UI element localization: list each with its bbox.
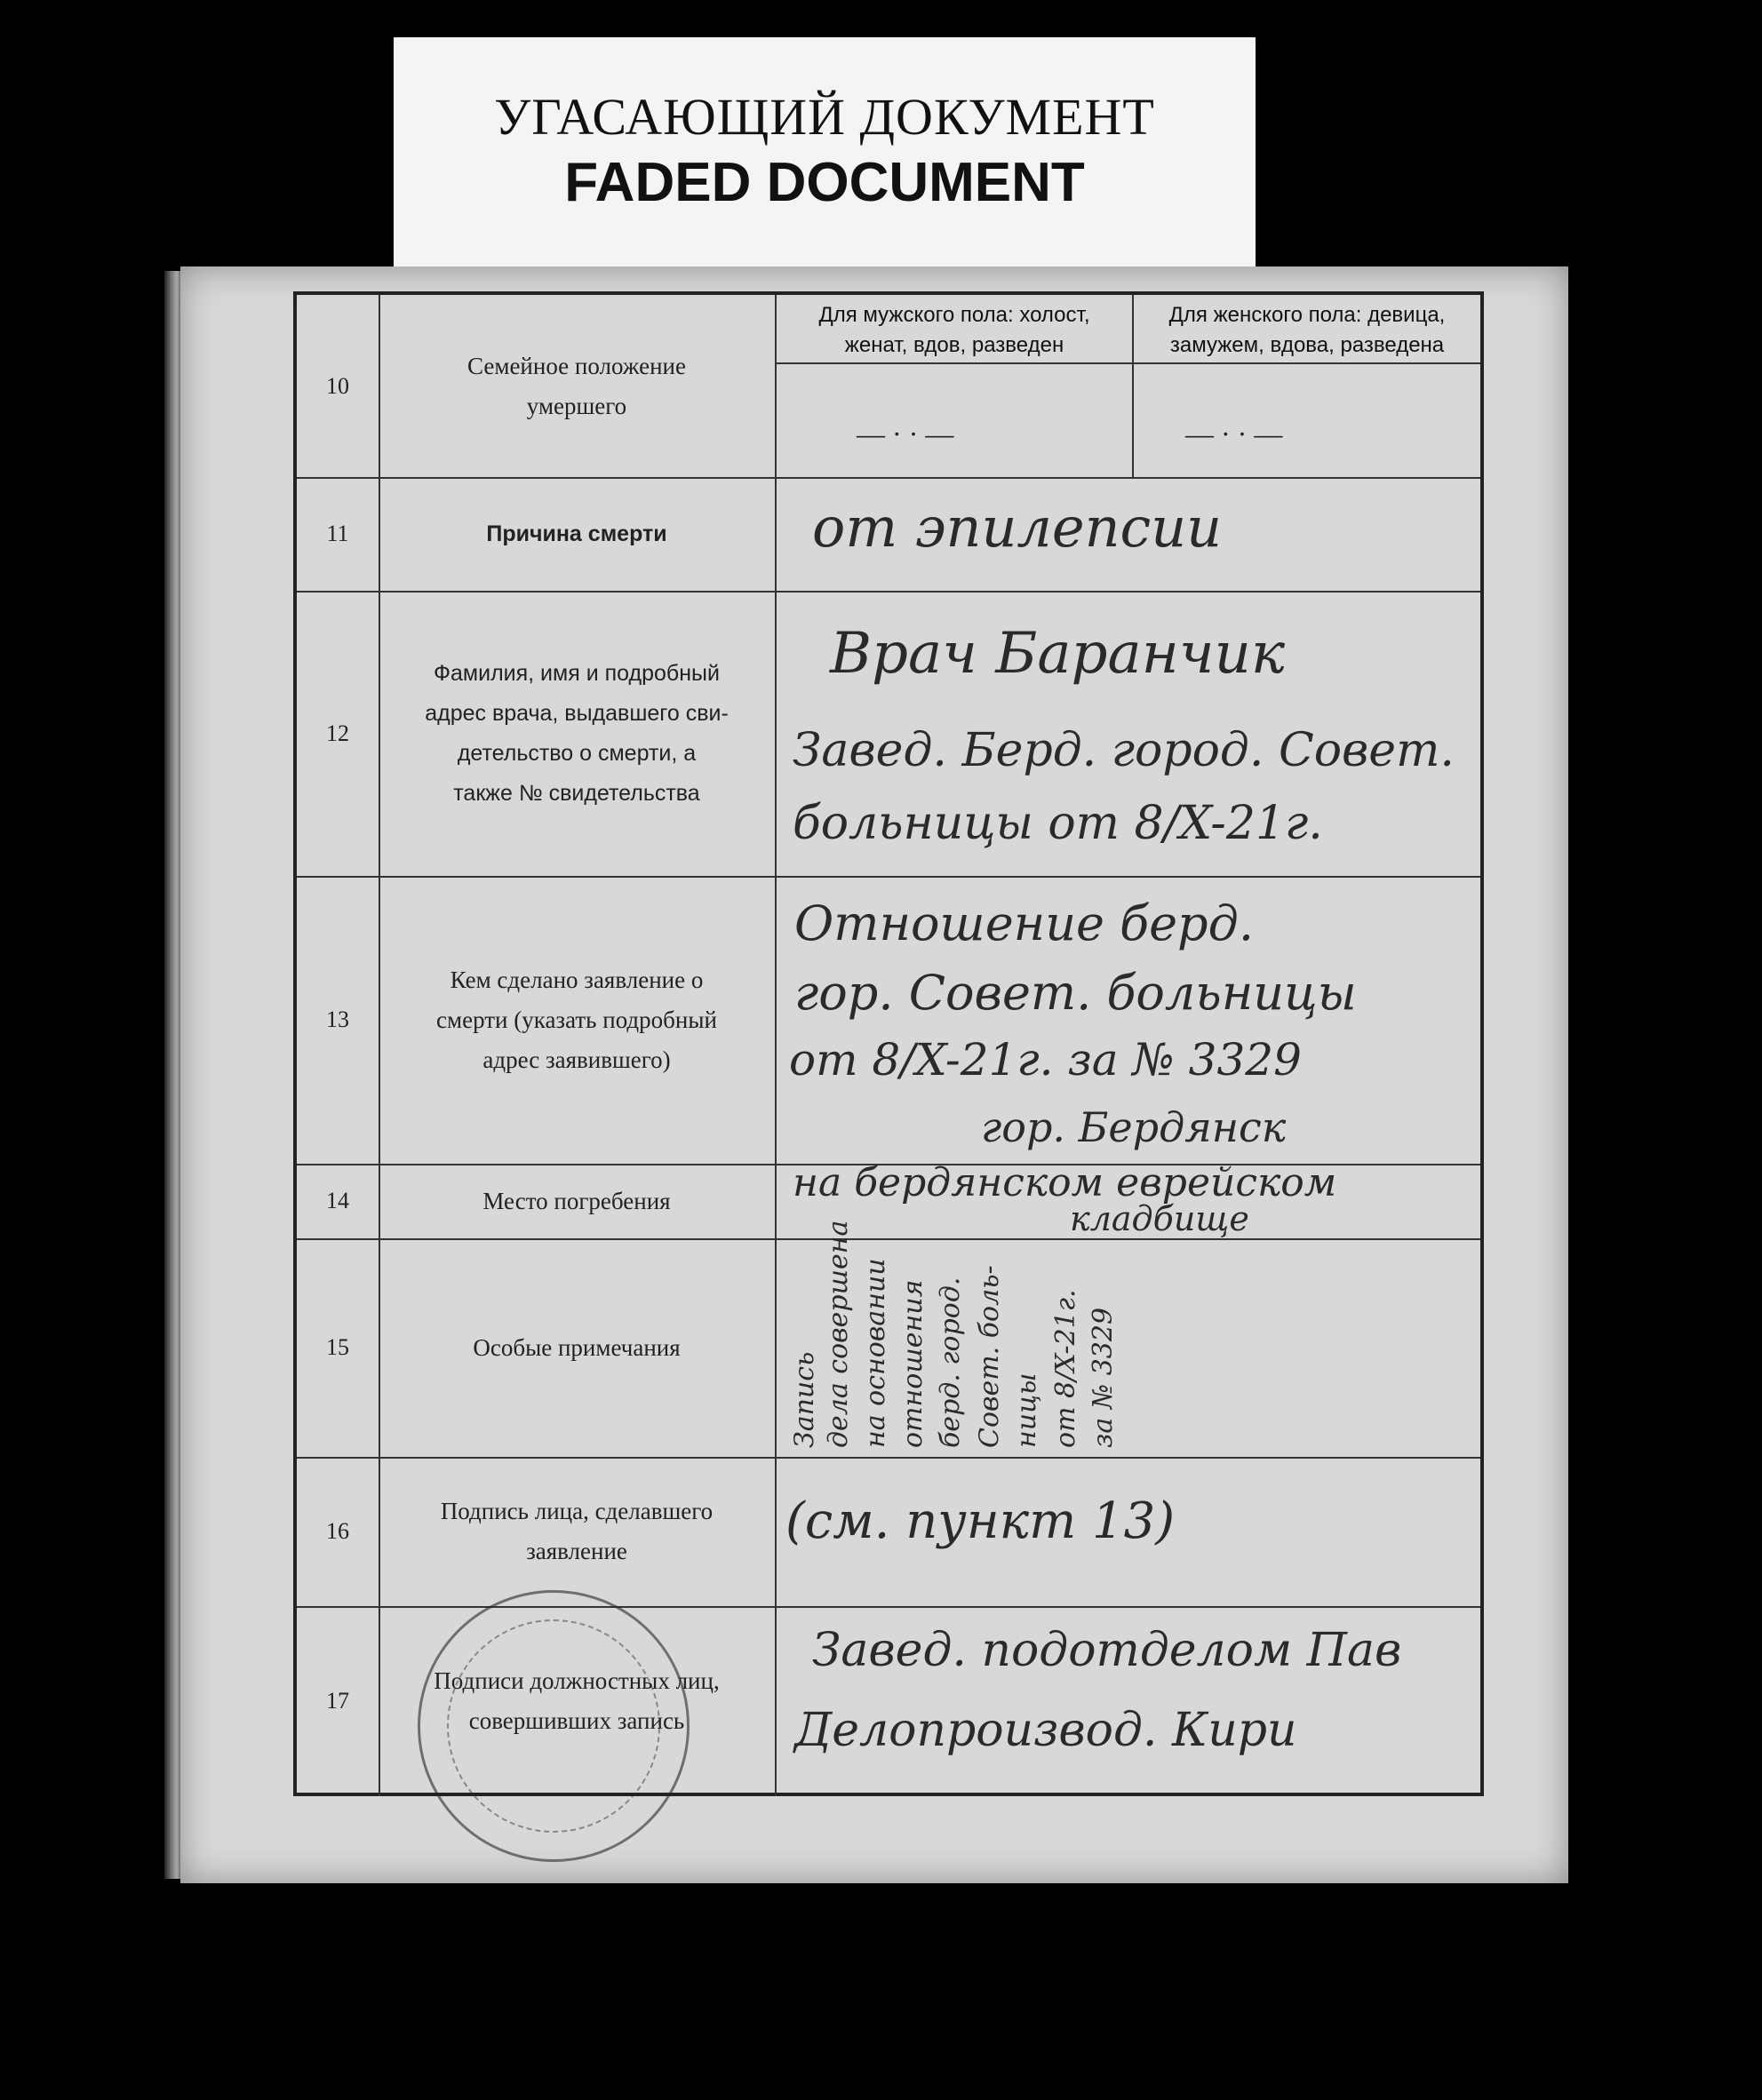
handwritten-line: Делопроизвод. Кири	[794, 1704, 1297, 1757]
female-value: — · · —	[1185, 418, 1283, 449]
row-label: Семейное положение умершего	[379, 295, 777, 477]
row-number: 16	[297, 1457, 380, 1606]
handwritten-column: Совет. боль-	[974, 1265, 1005, 1448]
declarant-signature-value	[777, 1457, 1480, 1606]
handwritten-text: (см. пункт 13)	[785, 1492, 1176, 1550]
male-value: — · · —	[857, 418, 954, 449]
cause-of-death-value	[777, 477, 1480, 591]
form-row-10	[297, 295, 1480, 479]
row-label: Место погребения	[379, 1164, 777, 1238]
row-label: Фамилия, имя и подробный адрес врача, выдавшего сви- детельство о смерти, а также № свидетельства	[379, 591, 777, 876]
handwritten-line: больницы от 8/X-21г.	[793, 797, 1323, 850]
form-row-16	[297, 1457, 1480, 1608]
banner-title-en: FADED DOCUMENT	[564, 152, 1085, 213]
handwritten-line: Отношение берд.	[794, 895, 1255, 951]
form-row-15	[297, 1220, 1480, 1459]
officials-signature-value	[777, 1606, 1480, 1796]
handwritten-line: от 8/X-21г. за № 3329	[789, 1034, 1302, 1086]
row-number: 10	[297, 295, 380, 477]
handwritten-line: Завед. Берд. город. Совет.	[793, 724, 1455, 777]
row-label: Кем сделано заявление о смерти (указать подробный адрес заявившего)	[379, 876, 777, 1164]
row-label: Подписи должностных лиц, совершивших запись	[379, 1606, 777, 1796]
row-label: Подпись лица, сделавшего заявление	[379, 1457, 777, 1606]
row-number: 14	[297, 1164, 380, 1238]
row-number: 17	[297, 1606, 380, 1796]
handwritten-column: на основании	[860, 1258, 891, 1448]
paper-edge	[164, 271, 182, 1879]
handwritten-column: от 8/X-21г.	[1050, 1289, 1081, 1448]
faded-document-banner	[394, 37, 1256, 266]
handwritten-column: ницы	[1011, 1372, 1042, 1448]
form-row-11	[297, 477, 1480, 593]
handwritten-column: берд. город.	[935, 1277, 966, 1448]
declarant-value	[777, 876, 1480, 1164]
handwritten-column: дела совершена	[823, 1220, 854, 1448]
form-row-14	[297, 1160, 1480, 1240]
handwritten-line: Врач Баранчик	[830, 621, 1286, 687]
handwritten-column: Запись	[789, 1351, 820, 1448]
row-label: Особые примечания	[379, 1238, 777, 1457]
special-notes-value	[777, 1220, 1480, 1457]
handwritten-text: от эпилепсии	[812, 495, 1223, 560]
column-divider	[1132, 295, 1134, 477]
handwritten-line: гор. Совет. больницы	[794, 965, 1357, 1021]
female-header: Для женского пола: девица, замужем, вдова, разведена	[1134, 295, 1480, 364]
form-row-12	[297, 591, 1480, 878]
form-row-13	[297, 876, 1480, 1165]
row-number: 11	[297, 477, 380, 591]
male-header: Для мужского пола: холост, женат, вдов, разведен	[777, 295, 1132, 364]
banner-title-ru: УГАСАЮЩИЙ ДОКУМЕНТ	[494, 88, 1155, 146]
doctor-value	[777, 591, 1480, 876]
row-number: 12	[297, 591, 380, 876]
row-number: 15	[297, 1238, 380, 1457]
handwritten-column: за № 3329	[1088, 1307, 1119, 1448]
marital-status-values	[777, 295, 1480, 477]
row-number: 13	[297, 876, 380, 1164]
handwritten-line: гор. Бердянск	[981, 1103, 1287, 1151]
official-seal-stamp	[418, 1590, 690, 1862]
row-label: Причина смерти	[379, 477, 777, 591]
handwritten-line: Завед. подотделом Пав	[812, 1624, 1402, 1677]
burial-place-value	[777, 1160, 1480, 1238]
handwritten-line: кладбище	[1070, 1199, 1249, 1238]
handwritten-line: на бердянском еврейском	[793, 1160, 1337, 1205]
handwritten-column: отношения	[897, 1279, 929, 1448]
death-record-form	[293, 291, 1484, 1796]
